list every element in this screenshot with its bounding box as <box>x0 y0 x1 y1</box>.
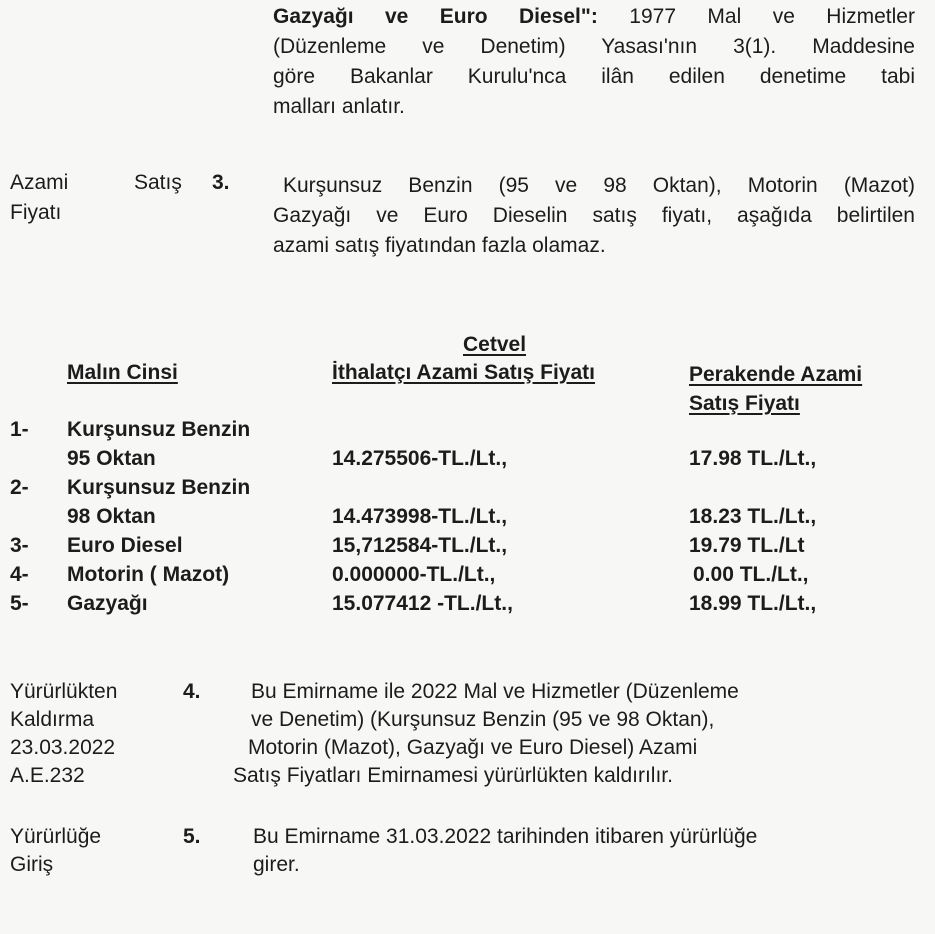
row-1-number: 1- <box>10 418 29 441</box>
row-3-product: Euro Diesel <box>67 534 183 557</box>
section5-line-1: Bu Emirname 31.03.2022 tarihinden itibaren yürürlüğe <box>253 825 758 848</box>
intro-line-4: malları anlatır. <box>273 95 405 118</box>
section4-margin-line-3: 23.03.2022 <box>10 736 116 759</box>
intro-line-2: (Düzenleme ve Denetim) Yasası'nın 3(1). Maddesine <box>273 35 915 58</box>
section4-margin-line-4: A.E.232 <box>10 764 85 787</box>
intro-line-1 <box>273 2 915 32</box>
table-title: Cetvel <box>463 333 527 356</box>
section4-margin-line-1: Yürürlükten <box>10 680 118 703</box>
section5-number: 5. <box>183 825 201 848</box>
row-2-product: Kurşunsuz Benzin <box>67 476 251 499</box>
row-3-retail-price: 19.79 TL./Lt <box>689 534 805 557</box>
header-retail-price-line1: Perakende Azami <box>689 363 863 386</box>
section5-margin-line-1: Yürürlüğe <box>10 825 102 848</box>
section3-line-2: Gazyağı ve Euro Dieselin satış fiyatı, aşağıda belirtilen <box>273 204 915 227</box>
section4-margin-line-2: Kaldırma <box>10 708 95 731</box>
section3-number: 3. <box>212 171 230 194</box>
row-2-number: 2- <box>10 476 29 499</box>
section3-margin-satis: Satış <box>134 171 182 194</box>
row-3-importer-price: 15,712584-TL./Lt., <box>332 534 508 557</box>
row-4-importer-price: 0.000000-TL./Lt., <box>332 563 496 586</box>
row-4-retail-price: 0.00 TL./Lt., <box>693 563 809 586</box>
row-4-number: 4- <box>10 563 29 586</box>
intro-line-1-rest: 1977 Mal ve Hizmetler <box>629 5 915 28</box>
row-5-number: 5- <box>10 592 29 615</box>
intro-bold-term: Gazyağı ve Euro Diesel": <box>273 5 598 28</box>
section5-margin-line-2: Giriş <box>10 853 54 876</box>
header-retail-price-line2: Satış Fiyatı <box>689 392 800 415</box>
row-4-product: Motorin ( Mazot) <box>67 563 230 586</box>
section4-line-3: Motorin (Mazot), Gazyağı ve Euro Diesel) Azami <box>248 736 698 759</box>
header-product: Malın Cinsi <box>67 361 178 384</box>
row-2-retail-price: 18.23 TL./Lt., <box>689 505 817 528</box>
header-importer-price: İthalatçı Azami Satış Fiyatı <box>332 361 595 384</box>
section3-line-1: Kurşunsuz Benzin (95 ve 98 Oktan), Motorin (Mazot) <box>283 174 915 197</box>
section3-line-3: azami satış fiyatından fazla olamaz. <box>273 234 606 257</box>
row-1-importer-price: 14.275506-TL./Lt., <box>332 447 508 470</box>
row-5-retail-price: 18.99 TL./Lt., <box>689 592 817 615</box>
intro-paragraph <box>273 2 915 122</box>
row-1-retail-price: 17.98 TL./Lt., <box>689 447 817 470</box>
section3-margin-azami: Azami <box>10 171 69 194</box>
row-1-product: Kurşunsuz Benzin <box>67 418 251 441</box>
section4-line-2: ve Denetim) (Kurşunsuz Benzin (95 ve 98 Oktan), <box>251 708 715 731</box>
row-5-importer-price: 15.077412 -TL./Lt., <box>332 592 513 615</box>
row-1-product-variant: 95 Oktan <box>67 447 156 470</box>
section4-number: 4. <box>183 680 201 703</box>
section3-paragraph <box>273 171 915 261</box>
section4-line-1: Bu Emirname ile 2022 Mal ve Hizmetler (Düzenleme <box>251 680 739 703</box>
intro-line-3: göre Bakanlar Kurulu'nca ilân edilen denetime tabi <box>273 65 915 88</box>
row-2-importer-price: 14.473998-TL./Lt., <box>332 505 508 528</box>
section4-line-4: Satış Fiyatları Emirnamesi yürürlükten kaldırılır. <box>233 764 673 787</box>
row-5-product: Gazyağı <box>67 592 148 615</box>
row-3-number: 3- <box>10 534 29 557</box>
row-2-product-variant: 98 Oktan <box>67 505 156 528</box>
section5-line-2: girer. <box>253 853 300 876</box>
section3-margin-fiyati: Fiyatı <box>10 201 62 224</box>
